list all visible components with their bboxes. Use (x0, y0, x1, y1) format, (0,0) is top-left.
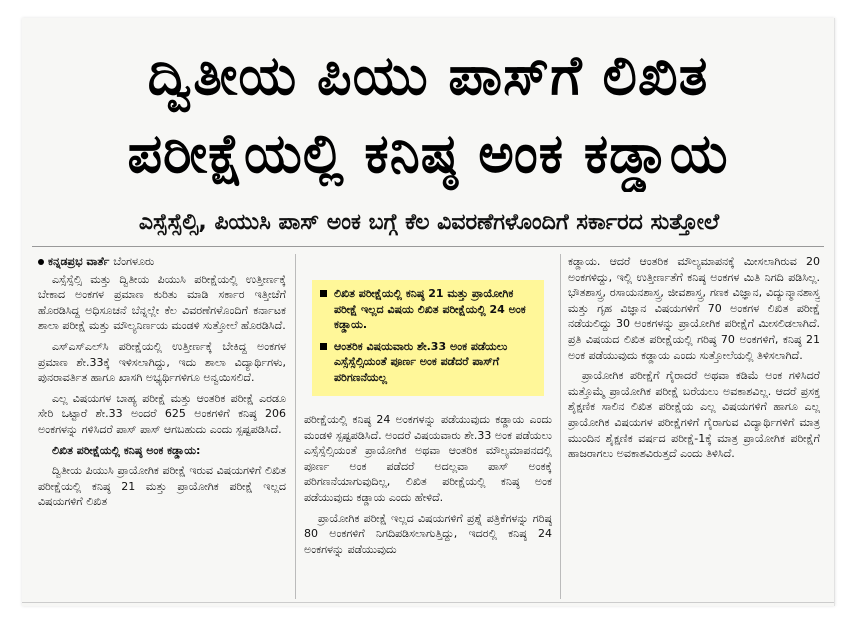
article-column-1 (38, 254, 286, 599)
headline-line-1: ದ್ವಿತೀಯ ಪಿಯು ಪಾಸ್‌ಗೆ ಲಿಖಿತ (147, 44, 709, 107)
section-subhead: ಲಿಖಿತ ಪರೀಕ್ಷೆಯಲ್ಲಿ ಕನಿಷ್ಠ ಅಂಕ ಕಡ್ಡಾಯ: (52, 443, 201, 457)
byline-place: ಬೆಂಗಳೂರು (113, 255, 155, 268)
square-bullet-icon (320, 290, 327, 297)
highlight-text: ಆಂತರಿಕ ವಿಷಯವಾರು ಶೇ.33 ಅಂಕ ಪಡೆಯಲು ಎಸ್ಸೆಸ್ಸೆಲ್ಸಿಯಂತೆ ಪೂರ್ಣ ಅಂಕ ಪಡೆದರೆ ಪಾಸ್‌ಗೆ ಪರಿಗಣನೆಯಲ್ಲ (334, 339, 508, 384)
bullet-icon (38, 259, 44, 265)
byline-source: ಕನ್ನಡಪ್ರಭ ವಾರ್ತೆ (48, 255, 110, 268)
headline-line-2: ಪರೀಕ್ಷೆಯಲ್ಲಿ ಕನಿಷ್ಠ ಅಂಕ ಕಡ್ಡಾಯ (127, 122, 729, 185)
highlight-point (320, 286, 536, 333)
column-divider (560, 254, 561, 599)
highlight-point (320, 339, 536, 386)
paragraph: ಎಲ್ಲ ವಿಷಯಗಳ ಬಾಹ್ಯ ಪರೀಕ್ಷೆ ಮತ್ತು ಆಂತರಿಕ ಪರೀಕ್ಷೆ ಎರಡೂ ಸೇರಿ ಒಟ್ಟಾರೆ ಶೇ.33 ಅಂದರೆ 625 ಅಂಕಗಳಿಗೆ ಕನಿಷ್ಠ 206 ಅಂಕಗಳನ್ನು ಗಳಿಸಿದರೆ ಪಾಸ್ ಪಾಸ್ ಆಗಬಹುದು ಎಂದು ಸ್ಪಷ್ಟಪಡಿಸಿದೆ. (38, 391, 286, 436)
column-divider (295, 254, 296, 599)
article-column-3 (568, 254, 820, 599)
bottom-divider (22, 602, 834, 603)
paragraph: ಎಸ್‌ಎಸ್‌ಎಲ್‌ಸಿ ಪರೀಕ್ಷೆಯಲ್ಲಿ ಉತ್ತೀರ್ಣಕ್ಕೆ ಬೇಕಿದ್ದ ಅಂಕಗಳ ಪ್ರಮಾಣ ಶೇ.33ಕ್ಕೆ ಇಳಿಸಲಾಗಿದ್ದು, ಇದು ಶಾಲಾ ವಿದ್ಯಾರ್ಥಿಗಳು, ಪುನರಾವರ್ತಿತ ಹಾಗೂ ಖಾಸಗಿ ಅಭ್ಯರ್ಥಿಗಳಿಗೂ ಅನ್ವಯಿಸಲಿದೆ. (38, 339, 286, 385)
paragraph: ಪರೀಕ್ಷೆಯಲ್ಲಿ ಕನಿಷ್ಠ 24 ಅಂಕಗಳನ್ನು ಪಡೆಯುವುದು ಕಡ್ಡಾಯ ಎಂದು ಮಂಡಳಿ ಸ್ಪಷ್ಟಪಡಿಸಿದೆ. ಅಂದರೆ ವಿಷಯವಾರು ಶೇ.33 ಅಂಕ ಪಡೆಯಲು ಎಸ್ಸೆಸ್ಸೆಲ್ಸಿಯಂತೆ ಪ್ರಾಯೋಗಿಕ ಅಥವಾ ಆಂತರಿಕ ಮೌಲ್ಯಮಾಪನದಲ್ಲಿ ಪೂರ್ಣ ಅಂಕ ಪಡೆದರೆ ಅದಲ್ಲವಾ ಪಾಸ್ ಅಂಕಕ್ಕೆ ಪರಿಗಣನೆಯಾಗುವುದಿಲ್ಲ, ಲಿಖಿತ ಪರೀಕ್ಷೆಯಲ್ಲಿ ಕನಿಷ್ಠ ಅಂಕ ಪಡೆಯುವುದು ಕಡ್ಡಾಯ ಎಂದು ಹೇಳಿದೆ. (304, 413, 552, 504)
highlight-box (312, 280, 544, 396)
highlight-text: ಲಿಖಿತ ಪರೀಕ್ಷೆಯಲ್ಲಿ ಕನಿಷ್ಠ 21 ಮತ್ತು ಪ್ರಾಯೋಗಿಕ ಪರೀಕ್ಷೆ ಇಲ್ಲದ ವಿಷಯ ಲಿಖಿತ ಪರೀಕ್ಷೆಯಲ್ಲಿ 24 ಅಂಕ ಕಡ್ಡಾಯ. (334, 287, 526, 332)
headline-divider (32, 246, 824, 247)
article-column-2 (304, 412, 552, 602)
paragraph: ಎಸ್ಸೆಸ್ಸೆಲ್ಸಿ ಮತ್ತು ದ್ವಿತೀಯ ಪಿಯುಸಿ ಪರೀಕ್ಷೆಯಲ್ಲಿ ಉತ್ತೀರ್ಣಕ್ಕೆ ಬೇಕಾದ ಅಂಕಗಳ ಪ್ರಮಾಣ ಕುರಿತು ಮಾಡಿ ಸರ್ಕಾರ ಇತ್ತೀಚೆಗೆ ಹೊರಡಿಸಿದ್ದ ಅಧಿಸೂಚನೆ ಬೆನ್ನಲ್ಲೇ ಕೆಲ ವಿವರಣೆಗಳೊಂದಿಗೆ ಕರ್ನಾಟಕ ಶಾಲಾ ಪರೀಕ್ಷೆ ಮತ್ತು ಮೌಲ್ಯನಿರ್ಣಯ ಮಂಡಳಿ ಸುತ್ತೋಲೆ ಹೊರಡಿಸಿದೆ. (38, 272, 286, 333)
square-bullet-icon (320, 343, 327, 350)
news-clipping (22, 18, 835, 606)
paragraph: ದ್ವಿತೀಯ ಪಿಯುಸಿ ಪ್ರಾಯೋಗಿಕ ಪರೀಕ್ಷೆ ಇರುವ ವಿಷಯಗಳಿಗೆ ಲಿಖಿತ ಪರೀಕ್ಷೆಯಲ್ಲಿ ಕನಿಷ್ಠ 21 ಮತ್ತು ಪ್ರಾಯೋಗಿಕ ಪರೀಕ್ಷೆ ಇಲ್ಲದ ವಿಷಯಗಳಿಗೆ ಲಿಖಿತ (38, 464, 286, 509)
paragraph: ಪ್ರಾಯೋಗಿಕ ಪರೀಕ್ಷೆಗೆ ಗೈರಾದರೆ ಅಥವಾ ಕಡಿಮೆ ಅಂಕ ಗಳಿಸಿದರೆ ಮತ್ತೊಮ್ಮೆ ಪ್ರಾಯೋಗಿಕ ಪರೀಕ್ಷೆ ಬರೆಯಲು ಅವಕಾಶವಿಲ್ಲ. ಆದರೆ ಪ್ರಸಕ್ತ ಶೈಕ್ಷಣಿಕ ಸಾಲಿನ ಲಿಖಿತ ಪರೀಕ್ಷೆಯ ಎಲ್ಲ ವಿಷಯಗಳಿಗೆ ಹಾಗೂ ಎಲ್ಲ ಪ್ರಾಯೋಗಿಕ ವಿಷಯಗಳ ಪರೀಕ್ಷೆಗಳಿಗೆ ಗೈರಾಗುವ ವಿದ್ಯಾರ್ಥಿಗಳಿಗೆ ಮಾತ್ರ ಮುಂದಿನ ಶೈಕ್ಷಣಿಕ ವರ್ಷದ ಪರೀಕ್ಷೆ-1ಕ್ಕೆ ಮಾತ್ರ ಪ್ರಾಯೋಗಿಕ ಪರೀಕ್ಷೆಗೆ ಹಾಜರಾಗಲು ಅವಕಾಶವಿರುತ್ತದೆ ಎಂದು ತಿಳಿಸಿದೆ. (568, 369, 820, 461)
paragraph: ಕಡ್ಡಾಯ. ಆದರೆ ಆಂತರಿಕ ಮೌಲ್ಯಮಾಪನಕ್ಕೆ ಮೀಸಲಾಗಿರುವ 20 ಅಂಕಗಳಿದ್ದು, ಇಲ್ಲಿ ಉತ್ತೀರ್ಣತೆಗೆ ಕನಿಷ್ಠ ಅಂಕಗಳ ಮಿತಿ ನಿಗದಿ ಪಡಿಸಿಲ್ಲ. ಭೌತಶಾಸ್ತ್ರ, ರಸಾಯನಶಾಸ್ತ್ರ, ಜೀವಶಾಸ್ತ್ರ, ಗಣಕ ವಿಜ್ಞಾನ, ವಿದ್ಯುನ್ಮಾನಶಾಸ್ತ್ರ ಮತ್ತು ಗೃಹ ವಿಜ್ಞಾನ ವಿಷಯಗಳಿಗೆ 70 ಅಂಕಗಳ ಲಿಖಿತ ಪರೀಕ್ಷೆ ನಡೆಯಲಿದ್ದು 30 ಅಂಕಗಳನ್ನು ಪ್ರಾಯೋಗಿಕ ಪರೀಕ್ಷೆಗೆ ಮೀಸಲಿಡಲಾಗಿದೆ. ಪ್ರತಿ ವಿಷಯದ ಲಿಖಿತ ಪರೀಕ್ಷೆಯಲ್ಲಿ ಗರಿಷ್ಠ 70 ಅಂಕಗಳಿಗೆ, ಕನಿಷ್ಠ 21 ಅಂಕ ಪಡೆಯುವುದು ಕಡ್ಡಾಯ ಎಂದು ಸುತ್ತೋಲೆಯಲ್ಲಿ ತಿಳಿಸಲಾಗಿದೆ. (568, 255, 820, 362)
paragraph: ಪ್ರಾಯೋಗಿಕ ಪರೀಕ್ಷೆ ಇಲ್ಲದ ವಿಷಯಗಳಿಗೆ ಪ್ರಶ್ನೆ ಪತ್ರಿಕೆಗಳನ್ನು ಗರಿಷ್ಠ 80 ಅಂಕಗಳಿಗೆ ನಿಗದಿಪಡಿಸಲಾಗುತ್ತಿದ್ದು, ಇದರಲ್ಲಿ ಕನಿಷ್ಠ 24 ಅಂಕಗಳನ್ನು ಪಡೆಯುವುದು (304, 511, 552, 556)
byline (38, 254, 286, 270)
subheadline: ಎಸ್ಸೆಸ್ಸೆಲ್ಸಿ, ಪಿಯುಸಿ ಪಾಸ್ ಅಂಕ ಬಗ್ಗೆ ಕೆಲ ವಿವರಣೆಗಳೊಂದಿಗೆ ಸರ್ಕಾರದ ಸುತ್ತೋಲೆ (138, 210, 720, 235)
